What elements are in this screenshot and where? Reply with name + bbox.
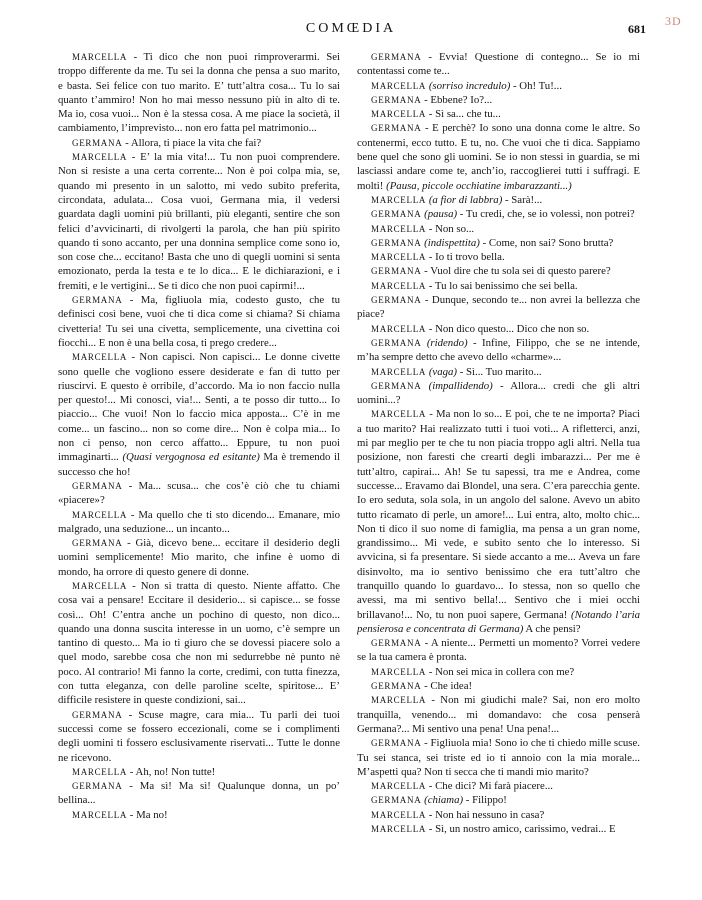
speaker-name: MARCELLA xyxy=(72,766,128,777)
line-text: Sarà!... xyxy=(511,193,543,206)
line-text: Sì, un nostro amico, carissimo, vedrai... E xyxy=(435,823,616,836)
line-text: Che dici? Mi farà piacere... xyxy=(435,780,553,793)
speaker-name: MARCELLA xyxy=(72,509,128,520)
speaker-name: MARCELLA xyxy=(371,695,427,706)
line-text: Oh! Tu!... xyxy=(519,79,562,92)
speaker-name: MARCELLA xyxy=(371,109,427,120)
dialogue-line: MARCELLA - Ma quello che ti sto dicendo... Emanare, mio malgrado, una seduzione... un incanto... xyxy=(58,508,340,535)
line-text: Come, non sai? Sono brutta? xyxy=(488,236,614,249)
dialogue-line: GERMANA (pausa) - Tu credi, che, se io volessi, non potrei? xyxy=(371,208,635,221)
speaker-name: GERMANA xyxy=(371,94,422,105)
dialogue-line: GERMANA - Ma, figliuola mia, codesto gusto, che tu definisci così bene, vuoi che ti dica come si chiama? Si chiama civetteria! Tu sei una civetta, semplicemente, una civettina coi fiocchi... E non è una bella cosa, ti prego credere... xyxy=(58,294,340,349)
speaker-name: GERMANA xyxy=(371,266,422,277)
speaker-name: MARCELLA xyxy=(371,781,427,792)
dialogue-line: GERMANA - Ma... scusa... che cos’è ciò che tu chiami «piacere»? xyxy=(58,479,340,507)
handwritten-mark: 3D xyxy=(665,14,682,28)
line-text: Non so... xyxy=(435,222,475,235)
speaker-name: MARCELLA xyxy=(371,194,427,205)
speaker-name: MARCELLA xyxy=(72,352,128,363)
line-text: E’ la mia vita!... Tu non puoi comprendere. Non si resiste a una certa corrente... Non è poi colpa mia, se, quando mi presento in un salotto, mi vedo subito preferita, circondata, adulata... Cosa vuoi, Germana mia, il vedersi guardata dagli uomini più brillanti, più eleganti, sentire che son felici d’avvicinarti, di rivolgerti la parola, che han più spirito quando ti sono accanto, per una donnina semplice come sono io, son cose che... eccitano! Basta che uno di quegli uomini si senta emozionato, perda la testa e te lo dica... E le dichiarazioni, e i fremiti, e le vertigini... Se ti dico che non puoi capirmi!... xyxy=(58,151,340,292)
dialogue-line: MARCELLA (a fior di labbra) - Sarà!... xyxy=(371,193,543,206)
speaker-name: GERMANA xyxy=(371,295,422,306)
speaker-name: MARCELLA xyxy=(371,824,427,835)
dialogue-line: MARCELLA - Non mi giudichi male? Sai, non ero molto tranquilla, venendo... mi domandavo: che cosa penserà Germana?... Mi sentivo una pena! Una pena!... xyxy=(357,694,640,735)
line-text: Ah, no! Non tutte! xyxy=(135,765,216,778)
speaker-name: GERMANA xyxy=(72,709,123,720)
line-text: Evvia! Questione di contegno... Se io mi contentassi come te... xyxy=(357,51,640,78)
speaker-name: GERMANA xyxy=(72,781,123,792)
speaker-name: MARCELLA xyxy=(371,809,427,820)
right-column xyxy=(357,50,640,900)
speaker-name: GERMANA xyxy=(72,137,123,148)
speaker-name: GERMANA xyxy=(72,538,123,549)
speaker-name: GERMANA xyxy=(371,123,422,134)
stage-direction: (indispettita) xyxy=(424,236,480,249)
stage-direction: (Quasi vergognosa ed esitante) xyxy=(122,451,260,464)
dialogue-line: GERMANA - Vuol dire che tu sola sei di questo parere? xyxy=(371,265,611,278)
dialogue-line: GERMANA - Che idea! xyxy=(371,680,473,693)
journal-title: COMŒDIA xyxy=(305,21,397,36)
line-text: Tu lo sai benissimo che sei bella. xyxy=(434,279,578,292)
speaker-name: GERMANA xyxy=(72,295,123,306)
speaker-name: MARCELLA xyxy=(72,809,128,820)
dialogue-line: GERMANA - Già, dicevo bene... eccitare il desiderio degli uomini semplicemente! Mio marito, che infine è uomo di mondo, ha orrore di questo genere di donne. xyxy=(58,537,340,578)
line-text: Ti dico che non puoi rimproverarmi. Sei troppo differente da me. Tu sei la donna che pensa a suo marito, e basta. Sei felice con tuo marito. E’ tutt’altra cosa... Tu lo sai quanto t’ammiro! Non ho mai messo nessuno più in alto di te. Ma io, cosa vuoi... Non è la stessa cosa. A me piace la società, il cambiamento, l’imprevisto... non ero fatta pel matrimonio... xyxy=(58,51,340,135)
dialogue-line: MARCELLA - Tu lo sai benissimo che sei bella. xyxy=(371,279,578,292)
line-text: Non capisci. Non capisci... Le donne civette sono quelle che vogliono essere desiderate e fan di tutto per riuscirvi. E questo è orribile, d’accordo. Ma io non faccio nulla per questo!... Mi conosci, via!... Senti, a te posso dir tutto... Io piaccio... Che vuoi! Non lo faccio mica apposta... C’è in me come... un fascino... non so come dire... Non è colpa mia... Io non ci penso, non cerco affatto... Eppure, tu non puoi immaginarti... xyxy=(58,351,340,464)
speaker-name: MARCELLA xyxy=(371,323,427,334)
dialogue-line: GERMANA (indispettita) - Come, non sai? Sono brutta? xyxy=(371,236,614,249)
left-column xyxy=(58,50,340,900)
dialogue-line: GERMANA - Dunque, secondo te... non avrei la bellezza che piace? xyxy=(357,294,640,321)
speaker-name: GERMANA xyxy=(371,52,422,62)
dialogue-line: GERMANA - A niente... Permetti un momento? Vorrei vedere se la tua camera è pronta. xyxy=(357,637,640,664)
line-text: Vuol dire che tu sola sei di questo parere? xyxy=(430,265,611,278)
line-text: Non dico questo... Dico che non so. xyxy=(435,322,590,335)
stage-direction: (ridendo) xyxy=(426,336,468,349)
speaker-name: MARCELLA xyxy=(371,280,427,291)
dialogue-line: MARCELLA (sorriso incredulo) - Oh! Tu!... xyxy=(371,79,562,92)
line-text: Allora... credi che gli altri uomini...? xyxy=(357,379,640,407)
line-text: Non mi giudichi male? Sai, non ero molto tranquilla, venendo... mi domandavo: che cosa penserà Germana?... Mi sentivo una pena! Una pena!... xyxy=(357,694,640,735)
line-text: Sì... Tuo marito... xyxy=(466,365,542,378)
line-text: E perchè? Io sono una donna come le altre. So contenermi, ecco tutto. E tu, no. Che vuoi che ti dica. Sappiamo bene quel che sono gli uomini. Se io non stessi in guardia, se mi lasciassi andare come te, anch’io, raccoglierei tutti i suffragi. E molti! xyxy=(357,122,640,192)
line-text-after: Ma è tremendo il successo che ho! xyxy=(58,451,340,478)
stage-direction: (chiama) xyxy=(424,794,464,807)
dialogue-line: MARCELLA - Ma non lo so... E poi, che te ne importa? Piaci a tuo marito? Hai realizzato tutti i tuoi voti... A rifletterci, anzi, mi par meglio per te che tu non piacia troppo agli altri. Nella tua posizione, non faresti che crearti degli imbarazzi... Per me è tutt’altro, capirai... Ah! Se tu sapessi, tra me e Andrea, come successe... Eravamo dai Blondel, una sera. C’era parecchia gente. Io ero seduta, sola sola, in un angolo del salone. Avevo un abito tutto ricamato di perle, un amore!... Lui entra, alto, molto chic... Non ti dico il suo nome di famiglia, ma pensa a un gran nome, grandissimo... Mi vede, e subito sento che lo interesso. Si avvicina, si fa presentare. Si siede accanto a me... Aveva un fare disinvolto, ma io sentivo benissimo che era tutt’altro che tranquillo quando lo guardavo... Io stessa, non so quello che avessi, ma mi sentivo bella!... Sentivo che i miei occhi brillavano!... No, tu non puoi sapere, Germana! (Notando l’aria pensierosa e concentrata di Germana) A che pensi? xyxy=(357,408,640,635)
line-text: Ma, figliuola mia, codesto gusto, che tu definisci così bene, vuoi che ti dica come si chiama? Si chiama civetteria! Tu sei una civetta, semplicemente, una civettina coi fiocchi... E non è una bella cosa, ti prego credere... xyxy=(58,294,340,349)
speaker-name: GERMANA xyxy=(371,337,422,348)
stage-direction: (Notando l’aria pensierosa e concentrata di Germana) xyxy=(357,608,640,635)
stage-direction: (sorriso incredulo) xyxy=(428,79,511,92)
line-text-after: A che pensi? xyxy=(523,622,581,635)
speaker-name: GERMANA xyxy=(371,738,422,749)
dialogue-line: GERMANA - Evvia! Questione di contegno... Se io mi contentassi come te... xyxy=(357,51,640,78)
stage-direction: (pausa) xyxy=(424,208,458,221)
dialogue-line: MARCELLA - Che dici? Mi farà piacere... xyxy=(371,780,553,793)
dialogue-line: MARCELLA - Sì, un nostro amico, carissimo, vedrai... E xyxy=(371,823,616,836)
speaker-name: MARCELLA xyxy=(72,52,128,62)
speaker-name: MARCELLA xyxy=(371,366,427,377)
dialogue-line: MARCELLA - Non si tratta di questo. Niente affatto. Che cosa vai a pensare! Eccitare il desiderio... si capisce... se fosse così... Oh! C’entra anche un pochino di questo, non dico... quando una donna suscita interesse in un uomo, c’è sempre un tantino di questo... Ma io ti giuro che se dovessi piacere solo a quel modo, sarebbe cosa che non mi sedurrebbe nè punto nè poco. Al contrario! Mi fanno la corte, credimi, con tutta finezza, con tutta eleganza, con delle paroline scelte, spiritose... E’ difficile resistere in queste condizioni, sai... xyxy=(58,579,340,707)
line-text: Io ti trovo bella. xyxy=(435,251,505,264)
speaker-name: MARCELLA xyxy=(371,252,427,263)
line-text: Ma non lo so... E poi, che te ne importa? Piaci a tuo marito? Hai realizzato tutti i tuoi voti... A rifletterci, anzi, mi par meglio per te che tu non piacia troppo agli altri. Nella tua posizione, non faresti che crearti degli imbarazzi... Per me è tutt’altro, capirai... Ah! Se tu sapessi, tra me e Andrea, come successe... Eravamo dai Blondel, una sera. C’era parecchia gente. Io ero seduta, sola sola, in un angolo del salone. Avevo un abito tutto ricamato di perle, un amore!... Lui entra, alto, molto chic... Non ti dico il suo nome di famiglia, ma pensa a un gran nome, grandissimo... Mi vede, e subito sento che lo interesso. Si avvicina, si fa presentare. Si siede accanto a me... Aveva un fare disinvolto, ma io sentivo benissimo che era tutt’altro che tranquillo quando lo guardavo... Io stessa, non so quello che avessi, ma mi sentivo bella!... Sentivo che i miei occhi brillavano!... No, tu non puoi sapere, Germana! xyxy=(357,408,640,621)
dialogue-line: MARCELLA - E’ la mia vita!... Tu non puoi comprendere. Non si resiste a una certa corrente... Non è poi colpa mia, se, quando mi presento in un salotto, mi vedo subito preferita, circondata, adulata... Cosa vuoi, Germana mia, il vedersi guardata dagli uomini più brillanti, più eleganti, sentire che son felici d’avvicinarti, di rivolgerti la parola, che han più spirito quando ti sono accanto, per una donnina semplice come sono io, son cose che... eccitano! Basta che uno di quegli uomini si senta emozionato, perda la testa e te lo dica... E le dichiarazioni, e i fremiti, e le vertigini... Se ti dico che non puoi capirmi!... xyxy=(58,151,340,292)
speaker-name: GERMANA xyxy=(371,209,422,220)
line-text: Scuse magre, cara mia... Tu parli dei tuoi successi come se fossero eccezionali, come se i complimenti degli uomini ti fossero esclusivamente riservati... Tutte le donne ne ricevono. xyxy=(58,708,340,764)
dialogue-line: GERMANA (ridendo) - Infine, Filippo, che se ne intende, m’ha sempre detto che avevo dello «charme»... xyxy=(357,336,640,364)
line-text: A niente... Permetti un momento? Vorrei vedere se la tua camera è pronta. xyxy=(357,637,640,664)
dialogue-line: MARCELLA (vaga) - Sì... Tuo marito... xyxy=(371,365,542,378)
dialogue-line: GERMANA - Ma sì! Ma sì! Qualunque donna, un po’ bellina... xyxy=(58,780,340,807)
speaker-name: GERMANA xyxy=(371,795,422,806)
line-text: Ma quello che ti sto dicendo... Emanare, mio malgrado, una seduzione... un incanto... xyxy=(58,508,340,535)
dialogue-line: MARCELLA - Ah, no! Non tutte! xyxy=(72,765,216,778)
dialogue-line: MARCELLA - Ti dico che non puoi rimproverarmi. Sei troppo differente da me. Tu sei la donna che pensa a suo marito, e basta. Sei felice con tuo marito. E’ tutt’altra cosa... Tu lo sai quanto t’ammiro! Non ho mai messo nessuno più in alto di te. Ma io, cosa vuoi... Non è la stessa cosa. A me piace la società, il cambiamento, l’imprevisto... non ero fatta pel matrimonio... xyxy=(58,51,340,135)
line-text: Figliuola mia! Sono io che ti chiedo mille scuse. Tu sei stanca, sei triste ed io ti annoio con la mia morale... M’aspetti qua? Non ti secca che ti mandi mio marito? xyxy=(357,737,640,778)
dialogue-line: GERMANA (chiama) - Filippo! xyxy=(371,794,507,807)
speaker-name: MARCELLA xyxy=(72,152,128,163)
line-text: Già, dicevo bene... eccitare il desiderio degli uomini semplicemente! Mio marito, che infine è uomo di mondo, ha orrore di questo genere di donne. xyxy=(58,537,340,578)
speaker-name: GERMANA xyxy=(371,237,422,248)
line-text: Non hai nessuno in casa? xyxy=(435,808,545,821)
line-text: Dunque, secondo te... non avrei la bellezza che piace? xyxy=(357,294,640,321)
dialogue-line: MARCELLA - Non capisci. Non capisci... Le donne civette sono quelle che vogliono essere desiderate e fan di tutto per riuscirvi. E questo è orribile, d’accordo. Ma io non faccio nulla per questo!... Mi conosci, via!... Senti, a te posso dir tutto... Io piaccio... Che vuoi! Non lo faccio mica apposta... C’è in me come... un fascino... non so come dire... Non è colpa mia... Io non ci penso, non cerco affatto... Eppure, tu non puoi immaginarti... (Quasi vergognosa ed esitante) Ma è tremendo il successo che ho! xyxy=(58,351,340,478)
dialogue-line: MARCELLA - Non so... xyxy=(371,222,475,235)
dialogue-line: GERMANA - Allora, ti piace la vita che fai? xyxy=(72,136,262,149)
stage-direction: (vaga) xyxy=(428,365,457,378)
line-text: Non si tratta di questo. Niente affatto. Che cosa vai a pensare! Eccitare il desiderio... si capisce... se fosse così... Oh! C’entra anche un pochino di questo, non dico... quando una donna suscita interesse in un uomo, c’è sempre un tantino di questo... Ma io ti giuro che se dovessi piacere solo a quel modo, sarebbe cosa che non mi sedurrebbe nè punto nè poco. Al contrario! Mi fanno la corte, credimi, con tutta finezza, con tutta eleganza, con delle paroline scelte, spiritose... E’ difficile resistere in queste condizioni, sai... xyxy=(58,579,340,707)
line-text: Sì sa... che tu... xyxy=(435,108,501,121)
dialogue-line: GERMANA - Figliuola mia! Sono io che ti chiedo mille scuse. Tu sei stanca, sei triste ed io ti annoio con la mia morale... M’aspetti qua? Non ti secca che ti mandi mio marito? xyxy=(357,737,640,778)
speaker-name: MARCELLA xyxy=(371,223,427,234)
speaker-name: MARCELLA xyxy=(371,409,427,420)
stage-direction: (a fior di labbra) xyxy=(428,193,503,206)
dialogue-line: GERMANA - E perchè? Io sono una donna come le altre. So contenermi, ecco tutto. E tu, no. Che vuoi che ti dica. Sappiamo bene quel che sono gli uomini. Se io non stessi in guardia, se mi lasciassi andare come te, anch’io, raccoglierei tutti i suffragi. E molti! (Pausa, piccole occhiatine imbarazzanti...) xyxy=(357,122,640,192)
line-text: Filippo! xyxy=(472,794,507,807)
stage-direction: (Pausa, piccole occhiatine imbarazzanti...) xyxy=(386,179,572,192)
dialogue-line: GERMANA - Scuse magre, cara mia... Tu parli dei tuoi successi come se fossero eccezionali, come se i complimenti degli uomini ti fossero esclusivamente riservati... Tutte le donne ne ricevono. xyxy=(58,708,340,764)
speaker-name: GERMANA xyxy=(371,638,422,649)
speaker-name: GERMANA xyxy=(371,380,422,391)
line-text: Ma no! xyxy=(136,808,168,821)
speaker-name: MARCELLA xyxy=(371,80,427,91)
dialogue-line: GERMANA - Ebbene? Io?... xyxy=(371,93,493,106)
page-number: 681 xyxy=(628,22,646,36)
line-text: Allora, ti piace la vita che fai? xyxy=(130,136,262,149)
dialogue-line: MARCELLA - Ma no! xyxy=(72,808,168,821)
speaker-name: GERMANA xyxy=(371,681,422,692)
line-text: Infine, Filippo, che se ne intende, m’ha sempre detto che avevo dello «charme»... xyxy=(357,336,640,364)
stage-direction: (impallidendo) xyxy=(428,379,493,392)
dialogue-line: GERMANA (impallidendo) - Allora... credi che gli altri uomini...? xyxy=(357,379,640,407)
line-text: Che idea! xyxy=(430,680,473,693)
line-text: Ebbene? Io?... xyxy=(430,93,493,106)
dialogue-line: MARCELLA - Non sei mica in collera con me? xyxy=(371,665,575,678)
speaker-name: GERMANA xyxy=(72,480,123,491)
dialogue-line: MARCELLA - Io ti trovo bella. xyxy=(371,251,505,264)
line-text: Tu credi, che, se io volessi, non potrei? xyxy=(465,208,635,221)
dialogue-line: MARCELLA - Sì sa... che tu... xyxy=(371,108,501,121)
dialogue-line: MARCELLA - Non dico questo... Dico che non so. xyxy=(371,322,590,335)
line-text: Ma sì! Ma sì! Qualunque donna, un po’ bellina... xyxy=(58,780,340,807)
dialogue-line: MARCELLA - Non hai nessuno in casa? xyxy=(371,808,545,821)
line-text: Ma... scusa... che cos’è ciò che tu chiami «piacere»? xyxy=(58,479,340,507)
line-text: Non sei mica in collera con me? xyxy=(435,665,575,678)
speaker-name: MARCELLA xyxy=(72,580,128,591)
speaker-name: MARCELLA xyxy=(371,666,427,677)
